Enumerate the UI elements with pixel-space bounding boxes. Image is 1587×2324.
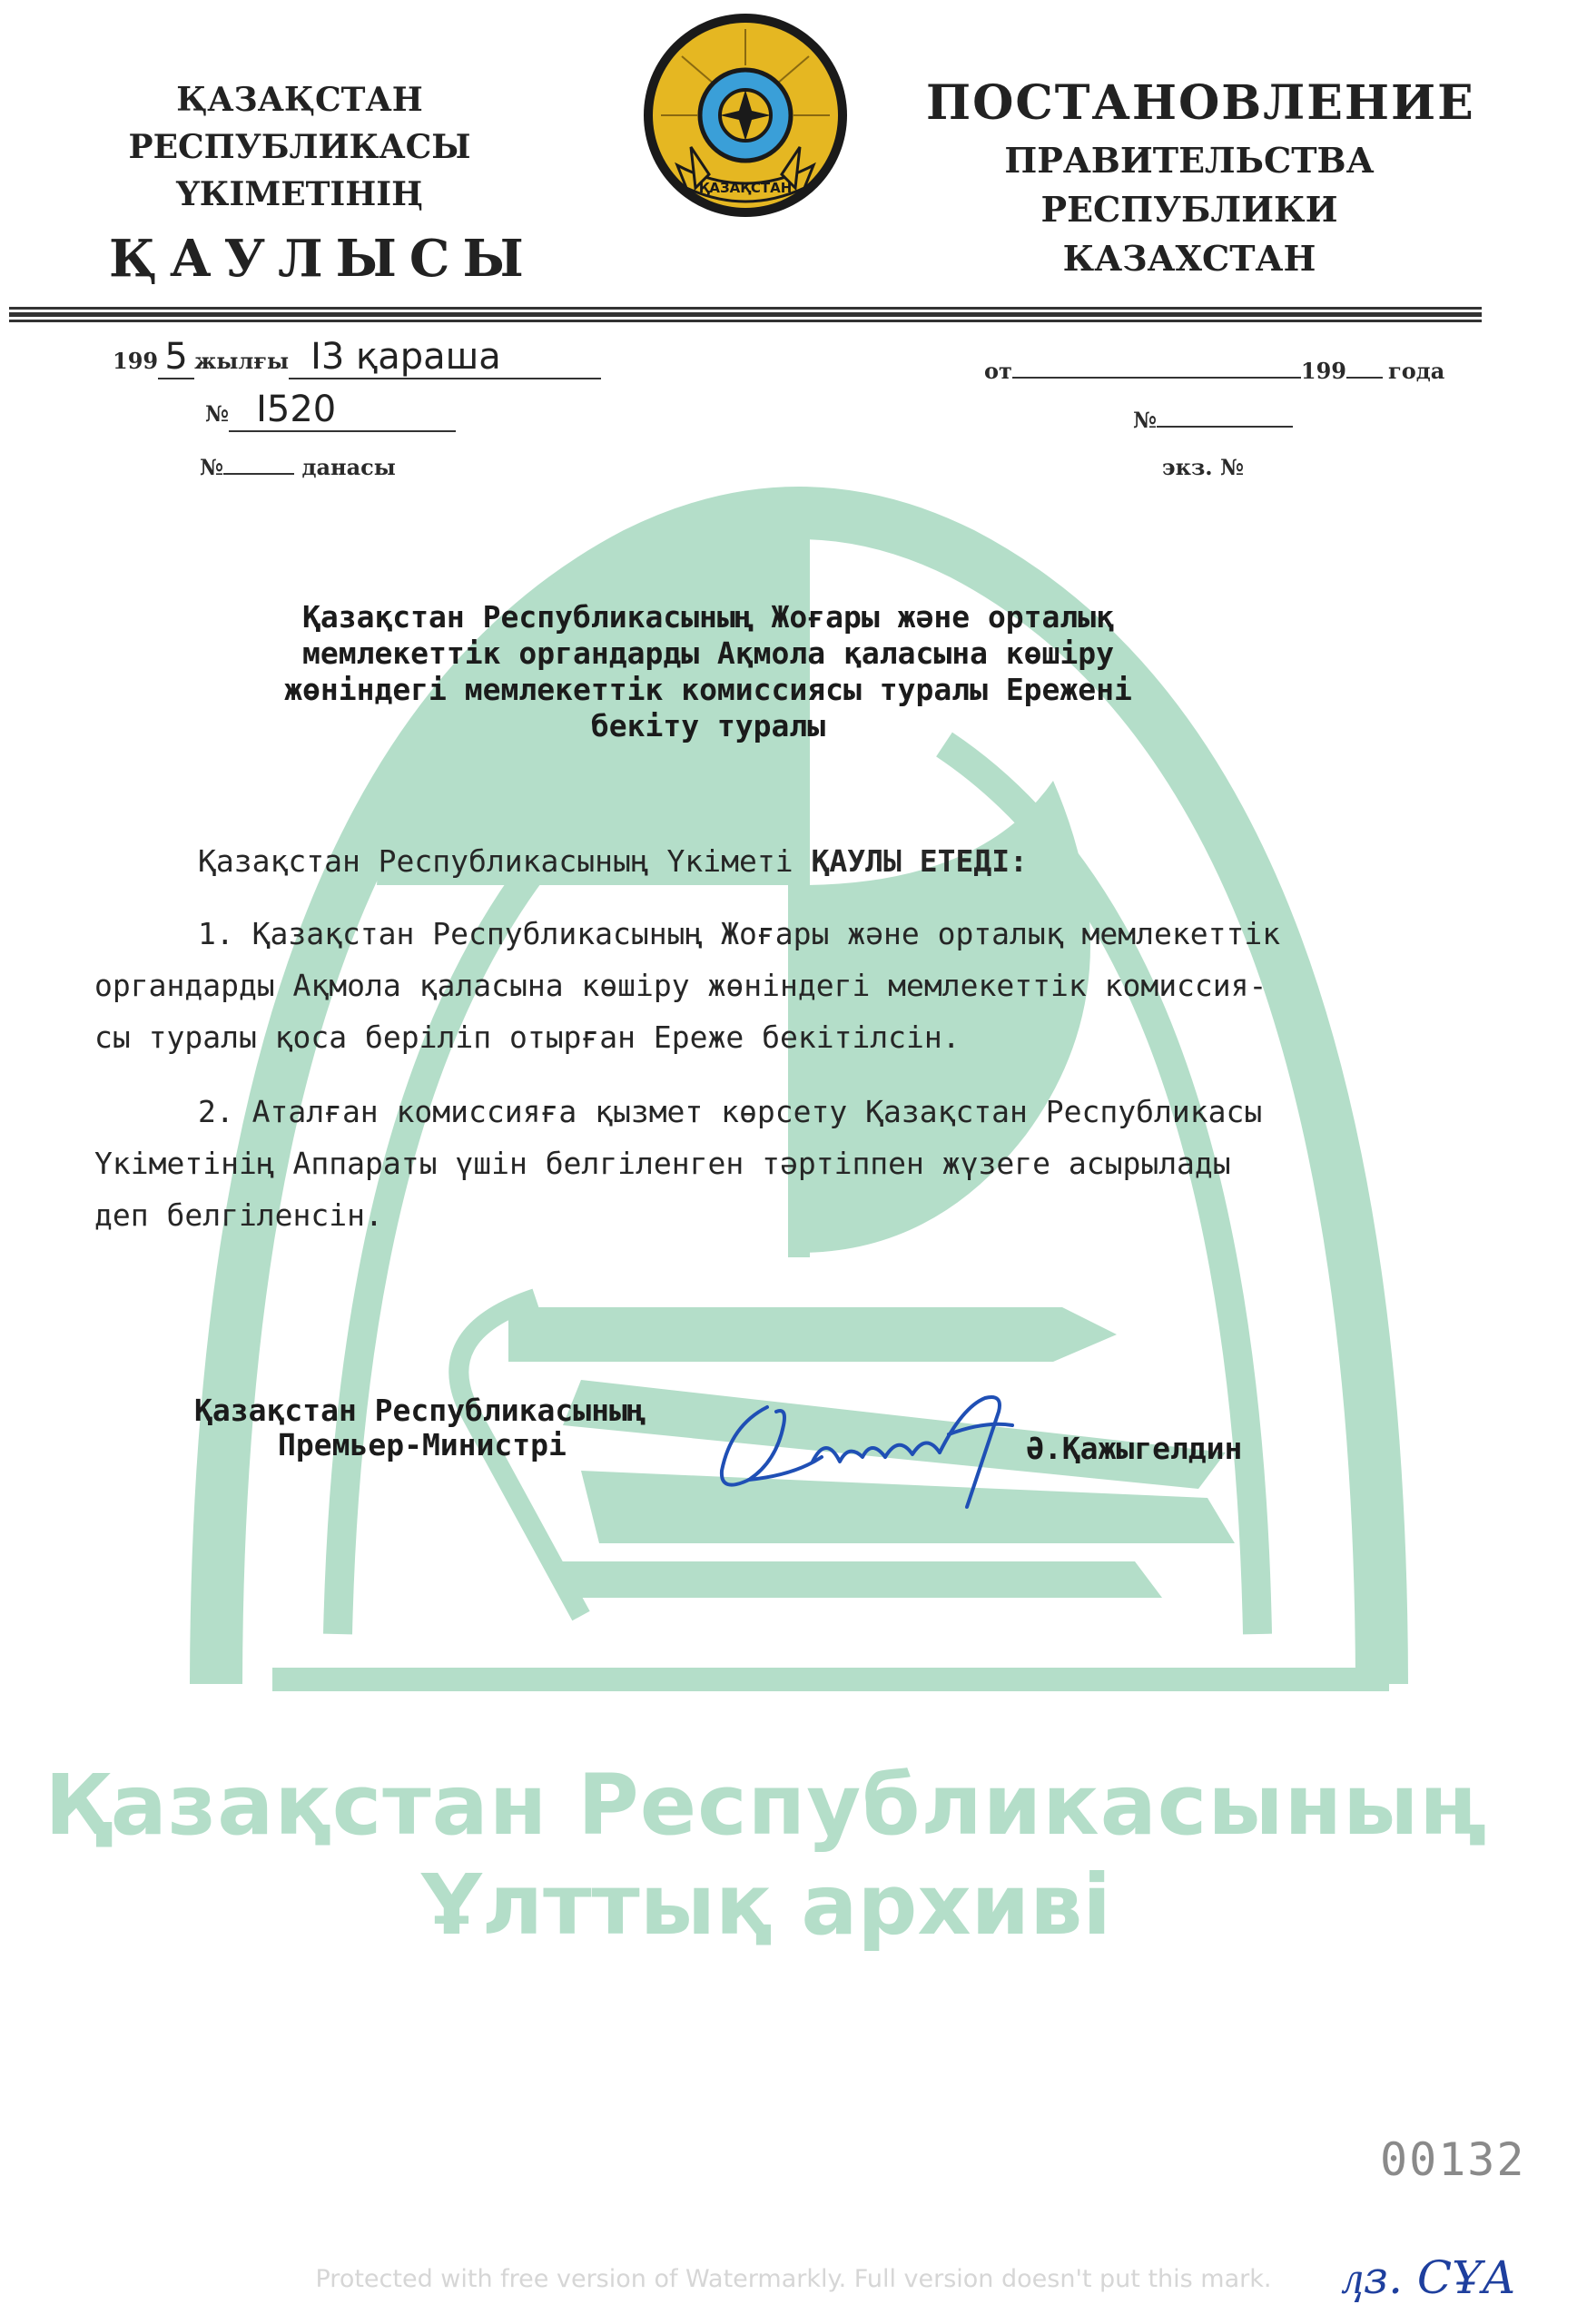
date-value: I3 қараша: [289, 336, 601, 379]
paragraph-line: сы туралы қоса беріліп отырған Ереже бекітілсін.: [94, 1019, 961, 1055]
archive-scroll: [508, 1307, 1117, 1362]
header-kazakh-line: РЕСПУБЛИКАСЫ: [128, 128, 471, 166]
divider-line: [9, 320, 1482, 322]
paragraph-1: [94, 908, 1456, 1063]
header-russian-line: РЕСПУБЛИКИ: [1040, 189, 1338, 230]
header-kazakh: [109, 76, 537, 300]
header-divider: [9, 307, 1482, 329]
watermark-text-line1: Қазақстан Республикасының: [44, 1757, 1488, 1854]
year-suffix: жылғы: [194, 348, 290, 374]
signatory-title-line: Премьер-Министрі: [278, 1427, 567, 1462]
number-label-ru: №: [1133, 407, 1158, 433]
header-russian-title: ПОСТАНОВЛЕНИЕ: [926, 75, 1475, 131]
header-russian-line: КАЗАХСТАН: [1062, 238, 1316, 279]
header-kazakh-line: ҮКІМЕТІНІҢ: [176, 175, 423, 213]
watermark-notice: Protected with free version of Watermarkly. Full version doesn't put this mark.: [315, 2265, 1272, 2293]
paragraph-line: органдарды Ақмола қаласына көшіру жөніндегі мемлекеттік комиссия-: [94, 968, 1267, 1003]
copy-suffix: данасы: [301, 454, 396, 480]
header-kazakh-title: ҚАУЛЫСЫ: [109, 229, 537, 289]
year-prefix-ru: 199: [1300, 358, 1346, 384]
title-line: мемлекеттік органдарды Ақмола қаласына көшіру: [301, 635, 1115, 671]
number-label: №: [205, 400, 230, 427]
copy-label-ru: экз. №: [1162, 454, 1245, 480]
paragraph-line: деп белгіленсін.: [94, 1197, 383, 1233]
copy-field-ru: [1162, 454, 1244, 480]
copy-field-kz: [200, 454, 396, 480]
state-emblem-icon: [641, 11, 850, 220]
title-line: Қазақстан Республикасының Жоғары және орталық: [301, 599, 1115, 635]
signatory-title: [194, 1393, 646, 1462]
decree-word: ҚАУЛЫ ЕТЕДІ:: [811, 843, 1028, 879]
year-digit: 5: [158, 336, 194, 379]
watermark-text-line2: Ұлттық архиві: [421, 1856, 1111, 1954]
paragraph-line: 1. Қазақстан Республикасының Жоғары және орталық мемлекеттік: [198, 916, 1281, 951]
paragraph-line: Үкіметінің Аппараты үшін белгіленген тәртіппен жүзеге асырылады: [94, 1146, 1231, 1181]
year-prefix: 199: [113, 348, 159, 374]
date-field-kz: [113, 336, 601, 379]
number-field-kz: [205, 389, 456, 432]
year-suffix-ru: года: [1388, 358, 1445, 384]
signatory-title-line: Қазақстан Республикасының: [194, 1393, 646, 1428]
title-line: жөніндегі мемлекеттік комиссиясы туралы Ережені: [284, 672, 1132, 707]
divider-line: [9, 307, 1482, 310]
header-russian: [926, 71, 1475, 283]
number-field-ru: [1133, 407, 1293, 433]
archive-number: 00132: [1380, 2133, 1526, 2186]
title-line: бекіту туралы: [590, 708, 826, 743]
copy-label: №: [200, 454, 224, 480]
paragraph-line: 2. Аталған комиссияға қызмет көрсету Қазақстан Республикасы: [198, 1094, 1263, 1129]
from-label: от: [984, 358, 1012, 384]
decree-intro-text: Қазақстан Республикасының Үкіметі: [198, 843, 794, 879]
number-value: I520: [229, 389, 456, 432]
emblem-text: ҚАЗАҚСТАН: [698, 180, 793, 196]
handwritten-archive-mark: ӆз. СҰА: [1344, 2251, 1516, 2304]
header-kazakh-line: ҚАЗАҚСТАН: [176, 81, 423, 119]
document-title: [136, 599, 1280, 744]
signatory-name: Ә.Қажыгелдин: [1026, 1431, 1243, 1466]
header-russian-line: ПРАВИТЕЛЬСТВА: [1004, 140, 1375, 181]
date-field-ru: [984, 358, 1444, 384]
decree-intro: [198, 835, 1469, 887]
paragraph-2: [94, 1086, 1456, 1241]
divider-line: [9, 312, 1482, 317]
handwritten-signature: [713, 1371, 1040, 1516]
archive-book-base: [545, 1561, 1162, 1598]
